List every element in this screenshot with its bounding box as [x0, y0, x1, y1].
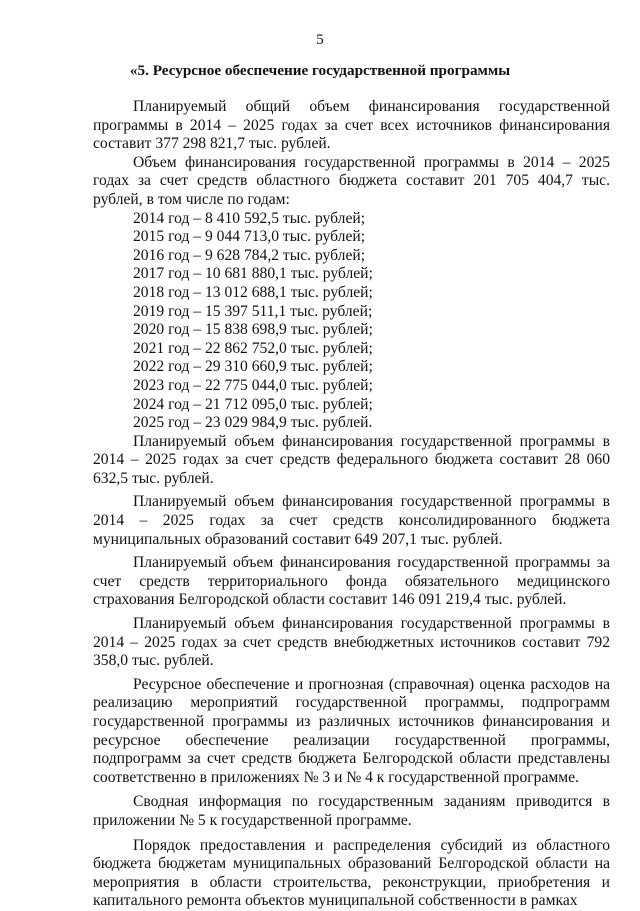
year-item: 2019 год – 15 397 511,1 тыс. рублей;: [133, 302, 373, 320]
year-list: [93, 210, 610, 433]
paragraph-total-funding: Планируемый общий объем финансирования государственной программы в 2014 – 2025 годах за счет всех источников финансирования составит 377 298 821,7 тыс. рублей.: [93, 98, 610, 153]
year-item: 2017 год – 10 681 880,1 тыс. рублей;: [133, 265, 373, 283]
paragraph-state-assignments: Сводная информация по государственным заданиям приводится в приложении № 5 к государственной программе.: [93, 793, 610, 829]
section-heading: «5. Ресурсное обеспечение государственной программы: [129, 62, 511, 79]
paragraph-resource-appendices: Ресурсное обеспечение и прогнозная (справочная) оценка расходов на реализацию мероприятий государственной программы, подпрограмм государственной программы из различных источников финансирования и ресурсное обеспечение реализации государственной программы, подпрограмм за счет средств бюджета Белгородской области представлены соответственно в приложениях № 3 и № 4 к государственной программе.: [93, 675, 610, 786]
year-item: 2020 год – 15 838 698,9 тыс. рублей;: [133, 321, 373, 339]
paragraph-extrabudgetary: Планируемый объем финансирования государственной программы в 2014 – 2025 годах за счет средств внебюджетных источников составит 792 358,0 тыс. рублей.: [93, 615, 610, 670]
year-item: 2021 год – 22 862 752,0 тыс. рублей;: [133, 339, 373, 357]
year-item: 2025 год – 23 029 984,9 тыс. рублей.: [133, 414, 373, 432]
paragraph-medical-insurance-fund: Планируемый объем финансирования государственной программы за счет средств территориального фонда обязательного медицинского страхования Белгородской области составит 146 091 219,4 тыс. рублей.: [93, 554, 610, 609]
paragraph-municipal-budget: Планируемый объем финансирования государственной программы в 2014 – 2025 годах за счет средств консолидированного бюджета муниципальных образований составит 649 207,1 тыс. рублей.: [93, 493, 610, 548]
year-item: 2023 год – 22 775 044,0 тыс. рублей;: [133, 376, 373, 394]
paragraph-subsidies: Порядок предоставления и распределения субсидий из областного бюджета бюджетам муниципальных образований Белгородской области на мероприятия в области строительства, реконструкции, приобретения и капитального ремонта объектов муниципальной собственности в рамках: [93, 836, 610, 910]
paragraph-federal-budget: Планируемый объем финансирования государственной программы в 2014 – 2025 годах за счет средств федерального бюджета составит 28 060 632,5 тыс. рублей.: [93, 432, 610, 487]
year-item: 2016 год – 9 628 784,2 тыс. рублей;: [133, 246, 366, 264]
year-item: 2024 год – 21 712 095,0 тыс. рублей;: [133, 395, 373, 413]
year-item: 2018 год – 13 012 688,1 тыс. рублей;: [133, 283, 373, 301]
year-item: 2022 год – 29 310 660,9 тыс. рублей;: [133, 358, 373, 376]
paragraph-regional-budget: Объем финансирования государственной программы в 2014 – 2025 годах за счет средств областного бюджета составит 201 705 404,7 тыс. рублей, в том числе по годам:: [93, 153, 610, 208]
section-body: [93, 98, 610, 911]
year-item: 2014 год – 8 410 592,5 тыс. рублей;: [133, 209, 366, 227]
year-item: 2015 год – 9 044 713,0 тыс. рублей;: [133, 228, 366, 246]
page-number: 5: [316, 32, 324, 48]
